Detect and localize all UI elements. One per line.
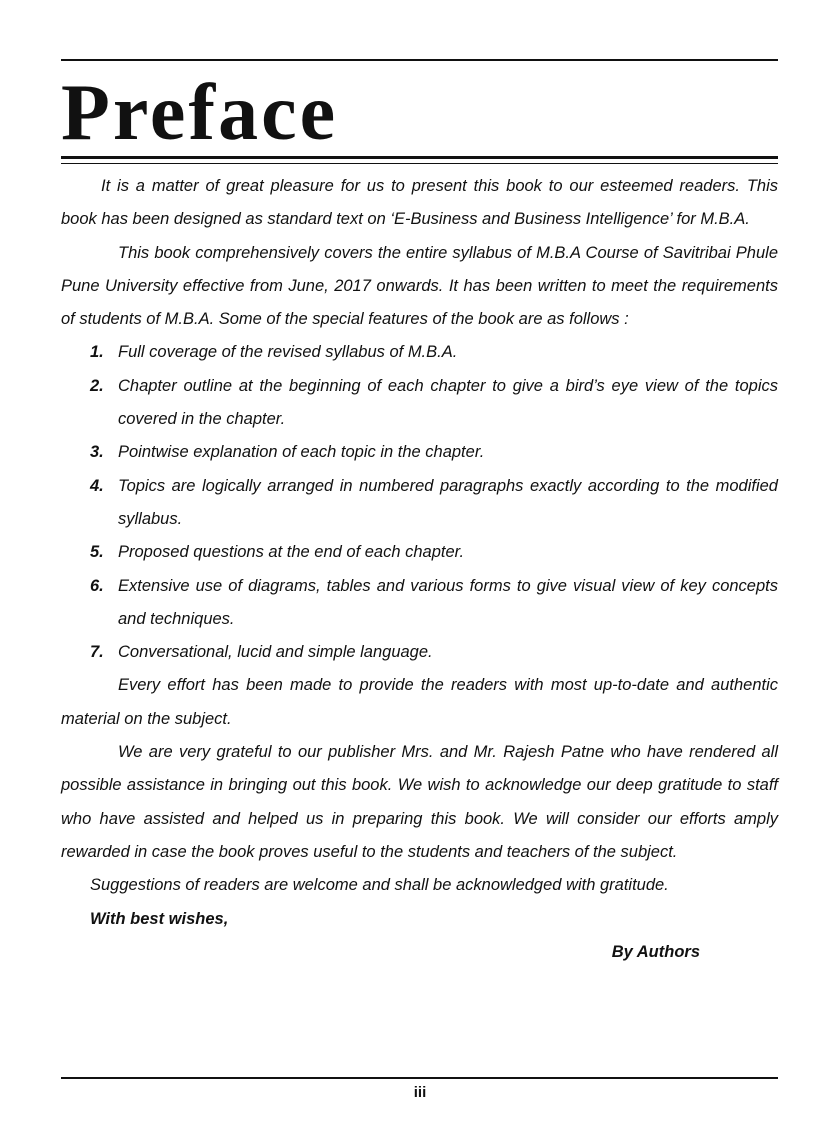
list-item-number: 7. xyxy=(90,643,104,662)
list-item-number: 5. xyxy=(90,543,104,562)
preface-body xyxy=(61,170,778,969)
title-rule-thick xyxy=(61,156,778,159)
bottom-rule xyxy=(61,1077,778,1079)
list-item xyxy=(61,436,778,469)
signature: By Authors xyxy=(611,942,700,961)
acknowledgement-paragraph: We are very grateful to our publisher Mrs. and Mr. Rajesh Patne who have rendered all possible assistance in bringing out this book. We wish to acknowledge our deep gratitude to staff who have assisted and helped us in preparing this book. We will consider our efforts amply rewarded in case the book proves useful to the students and teachers of the subject. xyxy=(61,743,778,861)
syllabus-paragraph: This book comprehensively covers the entire syllabus of M.B.A Course of Savitribai Phule Pune University effective from June, 2017 onwards. It has been written to meet the requirements of students of M.B.A. Some of the special features of the book are as follows : xyxy=(61,243,778,329)
list-item-number: 1. xyxy=(90,343,104,362)
list-item xyxy=(61,370,778,437)
list-item-text: Proposed questions at the end of each chapter. xyxy=(118,543,465,562)
list-item-text: Chapter outline at the beginning of each chapter to give a bird’s eye view of the topics covered in the chapter. xyxy=(118,376,778,429)
title-rule-thin xyxy=(61,163,778,164)
list-item xyxy=(61,536,778,569)
features-list xyxy=(61,336,778,669)
top-rule xyxy=(61,59,778,61)
list-item-number: 2. xyxy=(90,376,104,395)
list-item xyxy=(61,336,778,369)
list-item-text: Full coverage of the revised syllabus of M.B.A. xyxy=(118,343,458,362)
list-item xyxy=(61,470,778,537)
list-item-text: Extensive use of diagrams, tables and various forms to give visual view of key concepts and techniques. xyxy=(118,576,778,628)
list-item-text: Topics are logically arranged in numbered paragraphs exactly according to the modified syllabus. xyxy=(118,476,778,528)
list-item-number: 4. xyxy=(90,476,104,495)
list-item-text: Conversational, lucid and simple language. xyxy=(118,643,433,662)
list-item-number: 3. xyxy=(90,443,104,462)
suggestions-paragraph: Suggestions of readers are welcome and shall be acknowledged with gratitude. xyxy=(90,876,669,895)
list-item xyxy=(61,636,778,669)
list-item-text: Pointwise explanation of each topic in the chapter. xyxy=(118,443,485,462)
closing-line: With best wishes, xyxy=(90,909,229,928)
page-number: iii xyxy=(413,1084,427,1101)
list-item-number: 6. xyxy=(90,576,104,595)
intro-paragraph: It is a matter of great pleasure for us to present this book to our esteemed readers. This book has been designed as standard text on ‘E-Business and Business Intelligence’ for M.B.A. xyxy=(61,177,778,229)
page-title: Preface xyxy=(61,69,339,157)
list-item xyxy=(61,570,778,637)
effort-paragraph: Every effort has been made to provide the readers with most up-to-date and authentic material on the subject. xyxy=(61,676,778,728)
